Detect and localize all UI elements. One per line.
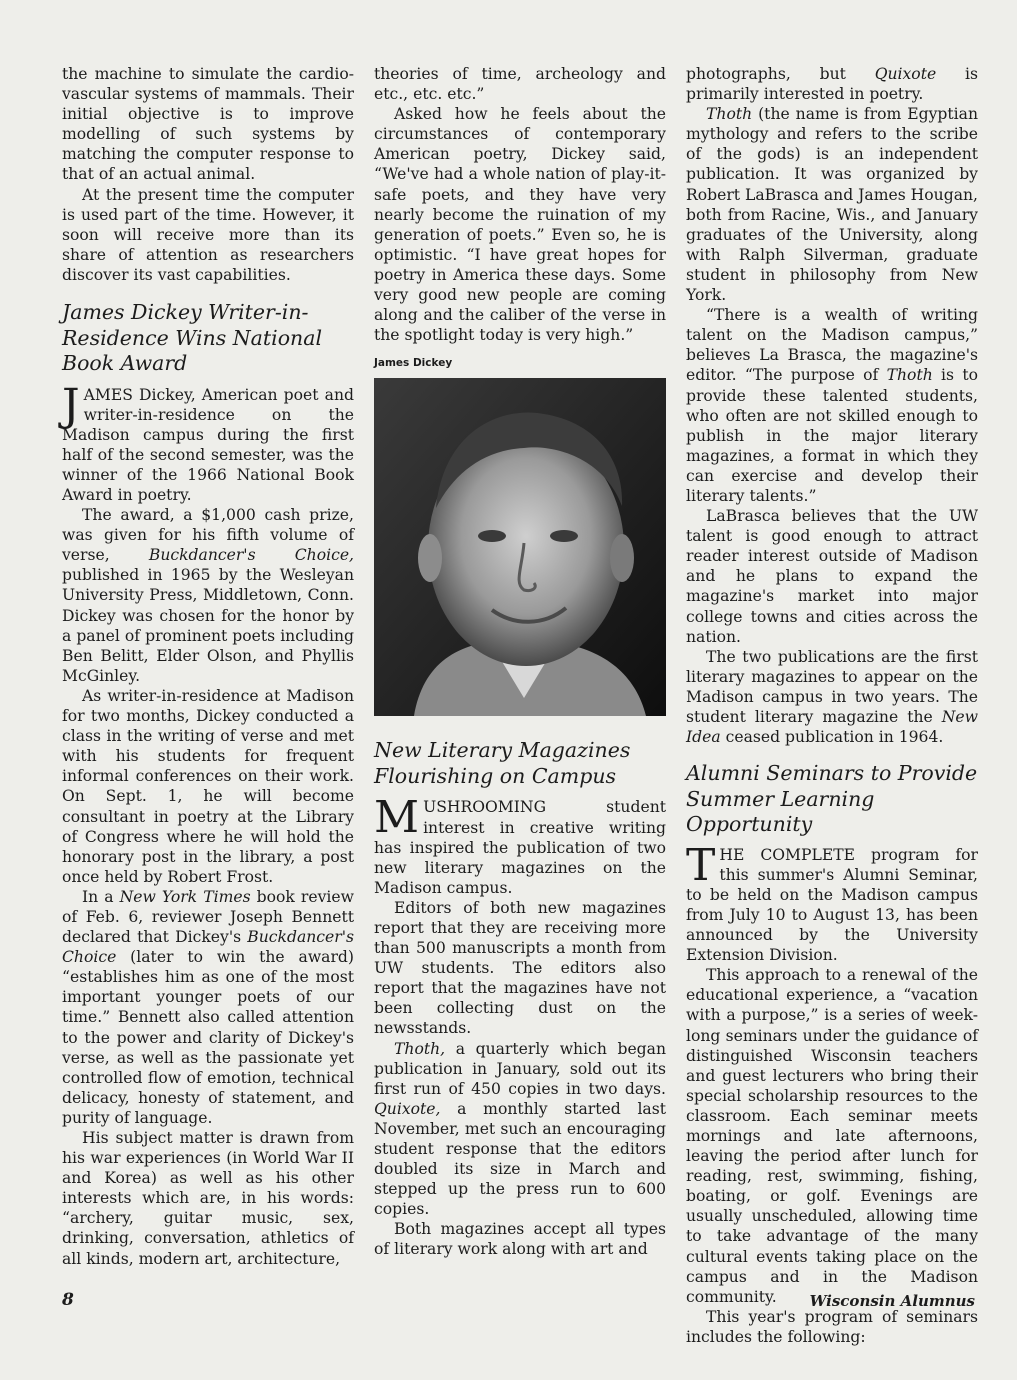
text-run: (later to win the award) “establishes him as one of the most important younger poets of our time.” Bennett also called attention to the power and clarity of Dickey's verse, as well as the passionate yet controlled flow of emotion, technical delicacy, honesty of statement, and purity of language. <box>62 948 354 1127</box>
paragraph <box>686 647 978 747</box>
article-heading-dickey: James Dickey Writer-in-Residence Wins National Book Award <box>62 300 323 376</box>
magazine-title: Thoth <box>706 105 753 124</box>
article-heading-magazines: New Literary Magazines Flourishing on Campus <box>374 738 631 788</box>
drop-cap: T <box>686 839 716 891</box>
photo-caption: James Dickey <box>374 357 453 370</box>
paragraph: theories of time, archeology and etc., etc. etc.” <box>374 65 666 104</box>
paragraph: the machine to simulate the cardio-vascular systems of mammals. Their initial objective is to improve modelling of such systems by matching the computer response to that of an actual animal. <box>62 65 354 184</box>
portrait-photo <box>374 378 666 716</box>
text-run: ceased publication in 1964. <box>720 728 944 747</box>
paragraph: As writer-in-residence at Madison for two months, Dickey conducted a class in the writing of verse and met with his students for frequent informal conferences on their work. On Sept. 1, he will become consultant in poetry at the Library of Congress where he will hold the honorary post in the library, a post once held by Robert Frost. <box>62 686 354 886</box>
text-run: published in 1965 by the Wesleyan University Press, Middletown, Conn. Dickey was chosen for the honor by a panel of prominent poets including Ben Belitt, Elder Olson, and Phyllis McGinley. <box>62 566 354 685</box>
publication-name: Wisconsin Alumnus <box>809 1292 975 1310</box>
magazine-title: Thoth, <box>394 1039 446 1058</box>
article-heading-seminars: Alumni Seminars to Provide Summer Learning Opportunity <box>686 761 978 837</box>
page-number: 8 <box>62 1290 74 1310</box>
text-run: book review of Feb. 6, reviewer Joseph Bennett declared that Dickey's <box>62 887 354 947</box>
publication-title: New York Times <box>119 887 251 906</box>
paragraph: LaBrasca believes that the UW talent is good enough to attract reader interest outside of Madison and he plans to expand the magazine's market into major college towns and cities across the nation. <box>686 507 978 646</box>
paragraph: At the present time the computer is used part of the time. However, it soon will receive more than its share of attention as researchers discover its vast capabilities. <box>62 185 354 284</box>
book-title: Buckdancer's Choice, <box>148 546 355 565</box>
magazine-title: New Idea <box>686 708 978 747</box>
text-run: is primarily interested in poetry. <box>686 65 978 104</box>
text-run: is to provide these talented students, who often are not skilled enough to publish in the major literary magazines, a format in which they can exercise and develop their literary talents.” <box>686 366 978 505</box>
text-run: The two publications are the first literary magazines to appear on the Madison campus in two years. The student literary magazine the <box>686 647 978 726</box>
paragraph: Asked how he feels about the circumstances of contemporary American poetry, Dickey said, “We've had a whole nation of play-it-safe poets, and they have very nearly become the ruination of my generation of poets.” Even so, he is optimistic. “I have great hopes for poetry in America these days. Some very good new people are coming along and the caliber of the verse in the spotlight today is very high.” <box>374 105 666 345</box>
paragraph <box>686 64 978 104</box>
column-3 <box>686 64 978 1347</box>
paragraph: His subject matter is drawn from his war experiences (in World War II and Korea) as well as his other interests which are, in his words: “archery, guitar music, sex, drinking, conversation, athletics of all kinds, modern art, architecture, <box>62 1129 354 1268</box>
text-run: a monthly started last November, met such an encouraging student response that the editors doubled its size in March and stepped up the press run to 600 copies. <box>374 1099 666 1219</box>
magazine-title: Thoth <box>886 366 933 385</box>
paragraph-lead <box>686 839 978 966</box>
drop-cap: M <box>374 792 420 844</box>
column-2 <box>374 64 666 1260</box>
paragraph <box>686 104 978 305</box>
text-run: In a <box>82 887 120 906</box>
paragraph <box>62 887 354 1128</box>
paragraph-lead <box>374 792 666 897</box>
paragraph: Editors of both new magazines report that they are receiving more than 500 manuscripts a month from UW students. The editors also report that the magazines have not been collecting dust on the newsstands. <box>374 898 666 1038</box>
paragraph: This approach to a renewal of the educational experience, a “vacation with a purpose,” is a series of week-long seminars under the guidance of distinguished Wisconsin teachers and guest lecturers who bring their special scholarship resources to the classroom. Each seminar meets mornings and late afternoons, leaving the period after lunch for reading, rest, swimming, fishing, boating, or golf. Evenings are usually unscheduled, allowing time to take advantage of the many cultural events taking place on the campus and in the Madison community. <box>686 966 978 1306</box>
lead-text: HE COMPLETE program for this summer's Alumni Seminar, to be held on the Madison campus from July 10 to August 13, has been announced by the University Extension Division. <box>686 845 978 965</box>
magazine-title: Quixote <box>874 65 937 83</box>
paragraph: This year's program of seminars includes the following: <box>686 1307 978 1346</box>
text-run: The award, a $1,000 cash prize, was given for his fifth volume of verse, <box>62 506 354 565</box>
paragraph-lead <box>62 379 354 506</box>
text-run: (the name is from Egyptian mythology and refers to the scribe of the gods) is an independent publication. It was organized by Robert LaBrasca and James Hougan, both from Racine, Wis., and January graduates of the University, along with Ralph Silverman, graduate student in philosophy from New York. <box>686 105 978 305</box>
lead-text: USHROOMING student interest in creative writing has inspired the publication of two new literary magazines on the Madison campus. <box>374 798 666 897</box>
paragraph: Both magazines accept all types of literary work along with art and <box>374 1220 666 1259</box>
text-run: photographs, but <box>686 65 875 83</box>
paragraph <box>686 305 978 506</box>
book-title: Buckdancer's Choice <box>62 928 354 967</box>
paragraph <box>374 1039 666 1220</box>
text-run: a quarterly which began publication in January, sold out its first run of 450 copies in two days. <box>374 1039 666 1098</box>
magazine-title: Quixote, <box>374 1099 441 1118</box>
text-run: “There is a wealth of writing talent on the Madison campus,” believes La Brasca, the magazine's editor. “The purpose of <box>686 306 978 385</box>
drop-cap: J <box>62 379 80 431</box>
column-1 <box>62 64 354 1269</box>
paragraph <box>62 505 354 686</box>
lead-text: AMES Dickey, American poet and writer-in-residence on the Madison campus during the first half of the second semester, was the winner of the 1966 National Book Award in poetry. <box>62 385 354 504</box>
